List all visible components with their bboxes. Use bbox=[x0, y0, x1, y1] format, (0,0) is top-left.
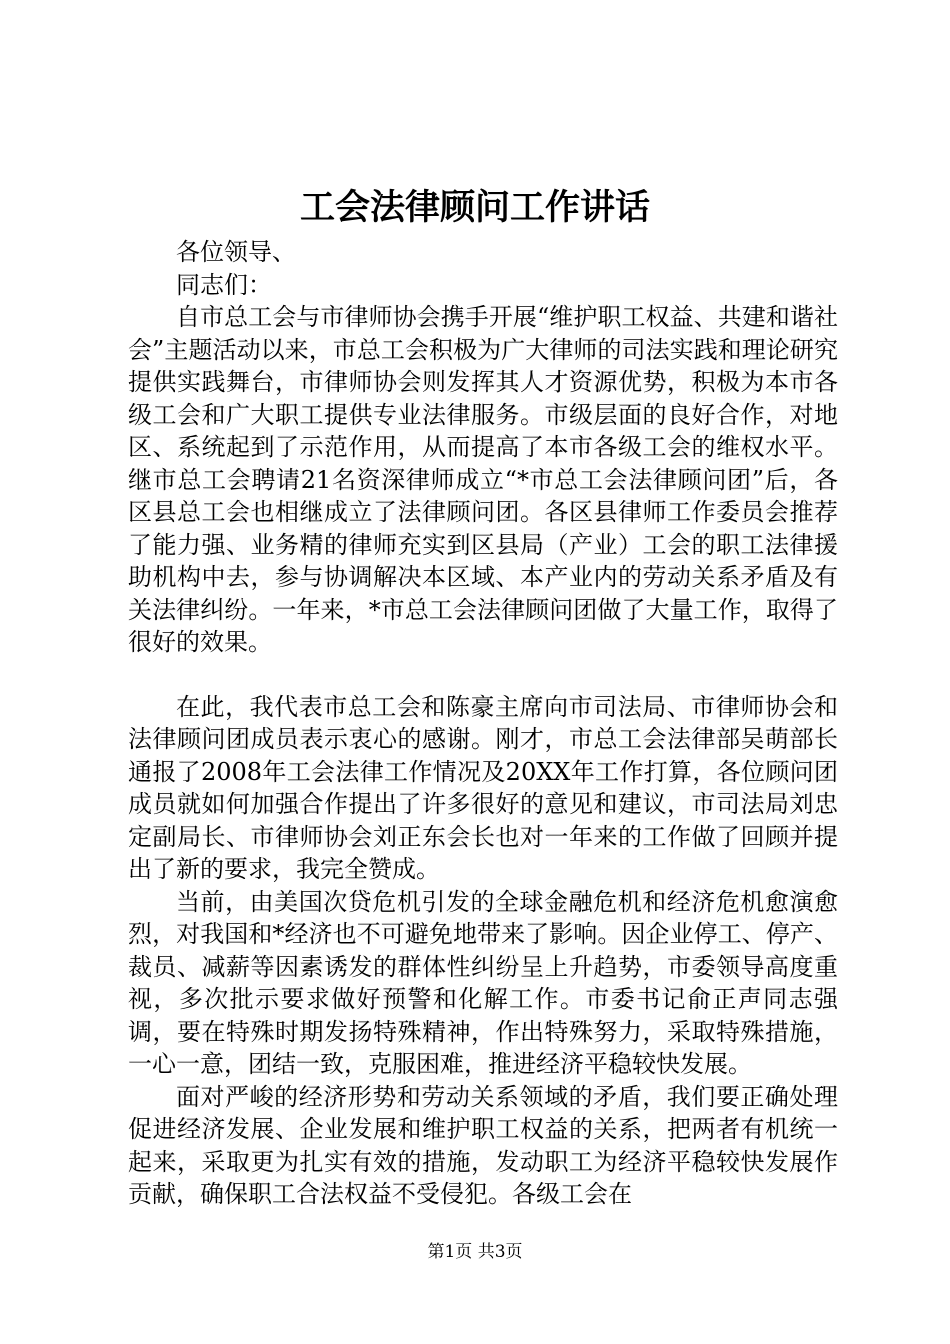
body-paragraph-1: 自市总工会与市律师协会携手开展“维护职工权益、共建和谐社会”主题活动以来，市总工会积极为广大律师的司法实践和理论研究提供实践舞台，市律师协会则发挥其人才资源优势，积极为本市各级工会和广大职工提供专业法律服务。市级层面的良好合作，对地区、系统起到了示范作用，从而提高了本市各级工会的维权水平。继市总工会聘请21名资深律师成立“*市总工会法律顾问团”后，各区县总工会也相继成立了法律顾问团。各区县律师工作委员会推荐了能力强、业务精的律师充实到区县局（产业）工会的职工法律援助机构中去，参与协调解决本区域、本产业内的劳动关系矛盾及有关法律纠纷。一年来，*市总工会法律顾问团做了大量工作，取得了很好的效果。 bbox=[128, 303, 838, 656]
body-paragraph-2: 在此，我代表市总工会和陈豪主席向市司法局、市律师协会和法律顾问团成员表示衷心的感谢。刚才，市总工会法律部吴萌部长通报了2008年工会法律工作情况及20XX年工作打算，各位顾问团成员就如何加强合作提出了许多很好的意见和建议，市司法局刘忠定副局长、市律师协会刘正东会长也对一年来的工作做了回顾并提出了新的要求，我完全赞成。 bbox=[128, 692, 838, 883]
document-title: 工会法律顾问工作讲话 bbox=[299, 187, 650, 228]
salutation-line-2: 同志们： bbox=[176, 270, 272, 299]
salutation-line-1: 各位领导、 bbox=[176, 238, 296, 266]
body-paragraph-4: 面对严峻的经济形势和劳动关系领域的矛盾，我们要正确处理促进经济发展、企业发展和维护职工权益的关系，把两者有机统一起来，采取更为扎实有效的措施，发动职工为经济平稳较快发展作贡献，确保职工合法权益不受侵犯。各级工会在 bbox=[128, 1082, 838, 1208]
body-paragraph-3: 当前，由美国次贷危机引发的全球金融危机和经济危机愈演愈烈，对我国和*经济也不可避免地带来了影响。因企业停工、停产、裁员、减薪等因素诱发的群体性纠纷呈上升趋势，市委领导高度重视，多次批示要求做好预警和化解工作。市委书记俞正声同志强调，要在特殊时期发扬特殊精神，作出特殊努力，采取特殊措施，一心一意，团结一致，克服困难，推进经济平稳较快发展。 bbox=[128, 887, 838, 1078]
document-body bbox=[128, 236, 838, 1211]
page-number-footer: 第1页 共3页 bbox=[427, 1242, 523, 1262]
